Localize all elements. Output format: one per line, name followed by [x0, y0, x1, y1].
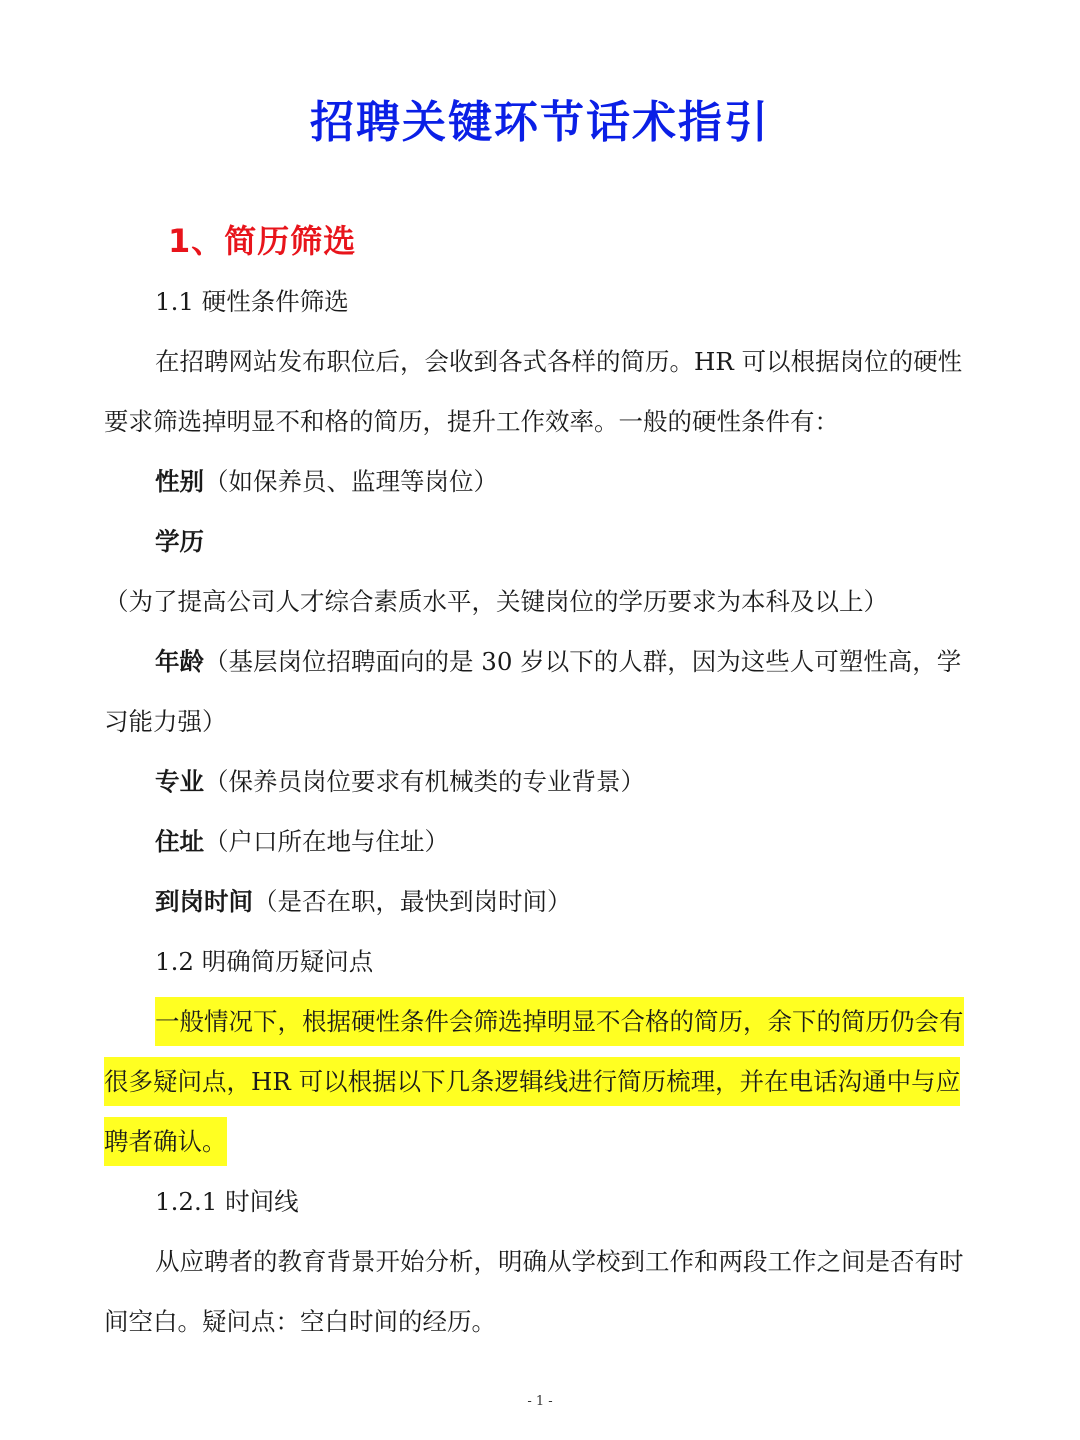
condition-label: 到岗时间 — [155, 887, 253, 916]
document-title: 招聘关键环节话术指引 — [310, 97, 770, 148]
condition-label: 专业 — [155, 767, 204, 796]
section-heading-resume-screening: 1、简历筛选 — [168, 222, 357, 260]
highlight-text: 一般情况下，根据硬性条件会筛选掉明显不合格的简历，余下的简历仍会有很多疑问点，HR 可以根据以下几条逻辑线进行简历梳理，并在电话沟通中与应聘者确认。 — [104, 997, 964, 1166]
page-number: - 1 - — [527, 1394, 553, 1409]
condition-detail: （如保养员、监理等岗位） — [204, 467, 498, 496]
condition-label: 年龄 — [155, 647, 204, 676]
subsection-heading-1-2: 1.2 明确简历疑问点 — [155, 947, 374, 976]
condition-item-education — [104, 512, 980, 632]
subsection-heading-1-2-1: 1.2.1 时间线 — [155, 1187, 299, 1216]
subsection-heading-1-1: 1.1 硬性条件筛选 — [155, 287, 349, 316]
condition-detail: （户口所在地与住址） — [204, 827, 449, 856]
intro-paragraph: 在招聘网站发布职位后，会收到各式各样的简历。HR 可以根据岗位的硬性要求筛选掉明显不和格的简历，提升工作效率。一般的硬性条件有： — [104, 347, 963, 436]
condition-detail: （保养员岗位要求有机械类的专业背景） — [204, 767, 645, 796]
condition-item-address — [104, 812, 980, 872]
condition-detail: （是否在职，最快到岗时间） — [253, 887, 572, 916]
condition-label: 性别 — [155, 467, 204, 496]
condition-detail: （基层岗位招聘面向的是 30 岁以下的人群，因为这些人可塑性高，学习能力强） — [104, 647, 962, 736]
highlighted-paragraph — [104, 992, 980, 1172]
condition-label: 住址 — [155, 827, 204, 856]
timeline-paragraph: 从应聘者的教育背景开始分析，明确从学校到工作和两段工作之间是否有时间空白。疑问点：空白时间的经历。 — [104, 1247, 964, 1336]
condition-item-gender — [104, 452, 980, 512]
document-body — [104, 272, 980, 1352]
condition-item-major — [104, 752, 980, 812]
condition-item-start-time — [104, 872, 980, 932]
condition-detail: （为了提高公司人才综合素质水平，关键岗位的学历要求为本科及以上） — [104, 587, 888, 616]
condition-item-age — [104, 632, 980, 752]
condition-label: 学历 — [155, 527, 204, 556]
